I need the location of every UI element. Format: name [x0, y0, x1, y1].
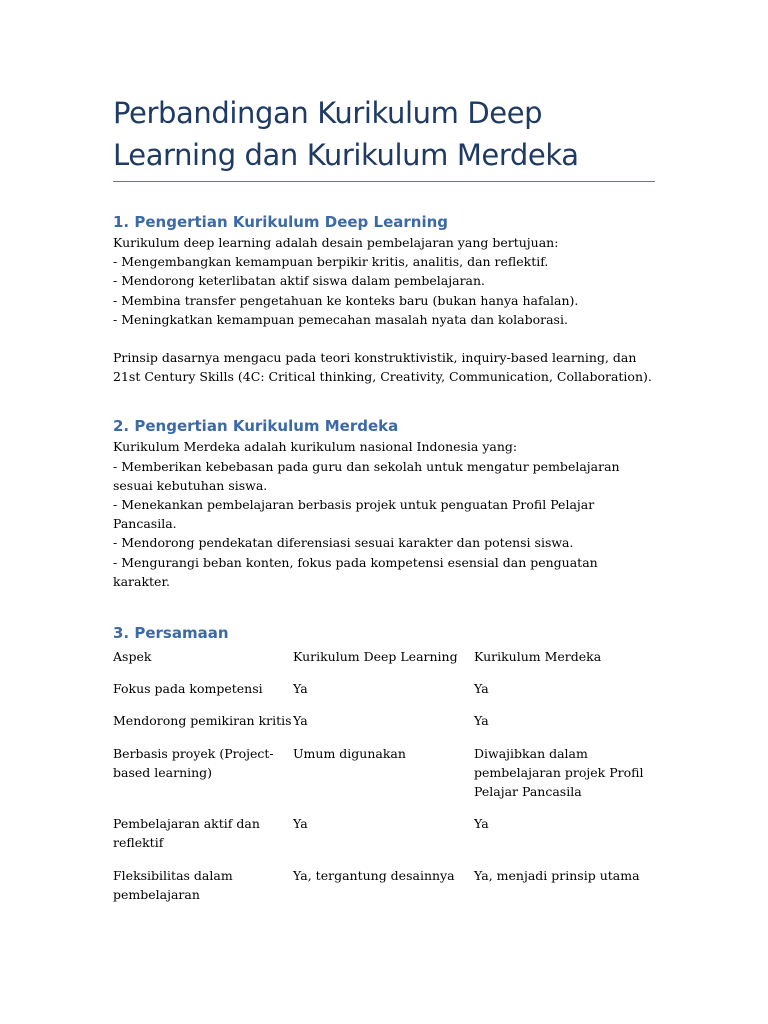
section-1-line: - Membina transfer pengetahuan ke konteks baru (bukan hanya hafalan).	[113, 292, 579, 308]
table-cell: Ya	[293, 681, 308, 697]
table-cell: Ya	[293, 713, 308, 729]
section-1-line: - Mengembangkan kemampuan berpikir kritis, analitis, dan reflektif.	[113, 254, 549, 270]
section-1-principle: Prinsip dasarnya mengacu pada teori konstruktivistik, inquiry-based learning, dan 21st Century Skills (4C: Critical thinking, Creativity, Communication, Collaboration).	[113, 350, 652, 385]
table-cell: Ya	[474, 713, 489, 729]
section-2-body	[113, 437, 655, 591]
table-cell: Ya	[474, 816, 489, 832]
section-3-heading: 3. Persamaan	[113, 624, 229, 643]
table-cell: Mendorong pemikiran kritis	[113, 713, 292, 729]
table-row	[113, 814, 655, 852]
section-2-line: Kurikulum Merdeka adalah kurikulum nasional Indonesia yang:	[113, 439, 518, 455]
table-header-row	[113, 647, 655, 666]
table-row	[113, 711, 655, 730]
table-cell: Pembelajaran aktif dan reflektif	[113, 816, 260, 851]
section-1-line: Kurikulum deep learning adalah desain pembelajaran yang bertujuan:	[113, 235, 559, 250]
table-header-cell: Kurikulum Deep Learning	[293, 649, 458, 665]
comparison-table	[113, 647, 655, 904]
section-1-line: - Mendorong keterlibatan aktif siswa dalam pembelajaran.	[113, 273, 486, 289]
table-row	[113, 744, 655, 802]
table-cell: Berbasis proyek (Project-based learning)	[113, 745, 274, 780]
section-1-heading: 1. Pengertian Kurikulum Deep Learning	[113, 213, 448, 231]
section-2-line: - Menekankan pembelajaran berbasis projek untuk penguatan Profil Pelajar Pancasila.	[113, 497, 595, 532]
table-cell: Ya	[293, 816, 308, 832]
section-2-line: - Memberikan kebebasan pada guru dan sekolah untuk mengatur pembelajaran sesuai kebutuhan siswa.	[113, 458, 620, 493]
table-row	[113, 866, 655, 904]
table-cell: Fleksibilitas dalam pembelajaran	[113, 867, 233, 902]
document-page	[113, 92, 655, 917]
table-cell: Ya	[474, 681, 489, 697]
table-cell: Fokus pada kompetensi	[113, 681, 263, 697]
table-cell: Ya, tergantung desainnya	[293, 867, 455, 883]
section-1-line: - Meningkatkan kemampuan pemecahan masalah nyata dan kolaborasi.	[113, 311, 568, 327]
section-2-line: - Mengurangi beban konten, fokus pada kompetensi esensial dan penguatan karakter.	[113, 554, 598, 589]
table-header-cell: Kurikulum Merdeka	[474, 649, 602, 665]
section-2-line: - Mendorong pendekatan diferensiasi sesuai karakter dan potensi siswa.	[113, 535, 574, 551]
table-header-cell: Aspek	[113, 649, 152, 665]
document-title: Perbandingan Kurikulum Deep Learning dan Kurikulum Merdeka	[113, 92, 655, 182]
table-cell: Diwajibkan dalam pembelajaran projek Profil Pelajar Pancasila	[474, 745, 644, 800]
table-cell: Ya, menjadi prinsip utama	[474, 867, 640, 883]
table-row	[113, 679, 655, 698]
section-1-body	[113, 233, 655, 386]
table-cell: Umum digunakan	[293, 745, 406, 761]
section-2-heading: 2. Pengertian Kurikulum Merdeka	[113, 417, 399, 436]
